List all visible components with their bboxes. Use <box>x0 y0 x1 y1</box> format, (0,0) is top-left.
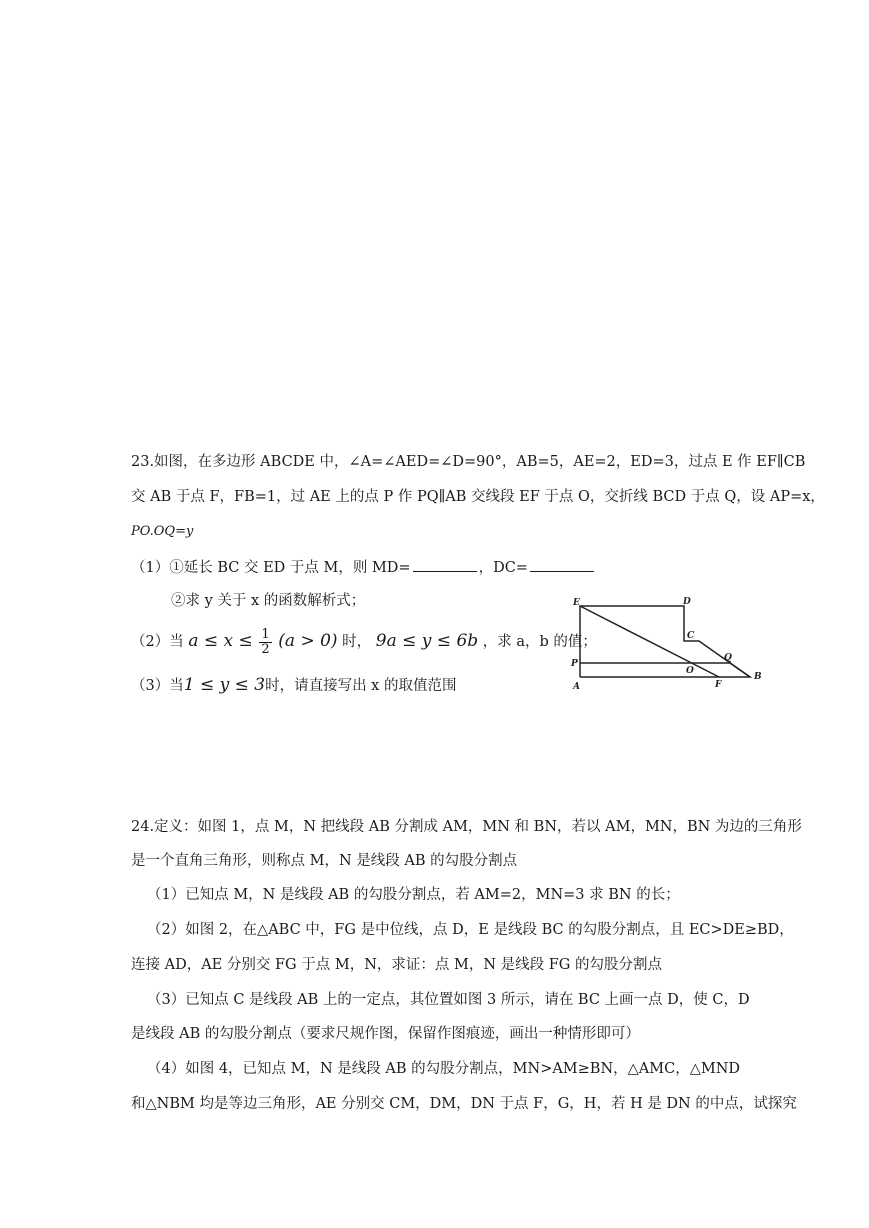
label-a: A <box>573 682 580 692</box>
q23-part1a <box>131 557 596 578</box>
label-o: O <box>686 666 694 676</box>
q24-line1: 24.定义：如图 1，点 M，N 把线段 AB 分割成 AM，MN 和 BN，若以 AM，MN，BN 为边的三角形 <box>131 819 802 835</box>
q23-part2-ineq1-left: a ≤ x ≤ <box>188 631 253 651</box>
md-answer-blank <box>413 557 477 572</box>
one-half-fraction <box>259 628 271 657</box>
segment-bq <box>730 663 750 677</box>
q23-part2 <box>131 624 597 659</box>
q24-part2b: 连接 AD，AE 分别交 FG 于点 M，N，求证：点 M，N 是线段 FG 的勾股分割点 <box>131 957 662 973</box>
fraction-denominator: 2 <box>261 641 270 657</box>
q23-line1: 23.如图，在多边形 ABCDE 中，∠A=∠AED=∠D=90°，AB=5，AE=2，ED=3，过点 E 作 EF∥CB <box>131 454 806 470</box>
q24-line2: 是一个直角三角形，则称点 M，N 是线段 AB 的勾股分割点 <box>131 853 518 869</box>
q24-part3a: （3）已知点 C 是线段 AB 上的一定点，其位置如图 3 所示，请在 BC 上画一点 D，使 C，D <box>147 992 750 1008</box>
q24-part4a: （4）如图 4，已知点 M，N 是线段 AB 的勾股分割点，MN>AM≥BN，△AMC，△MND <box>147 1061 741 1077</box>
fraction-numerator: 1 <box>261 626 270 642</box>
q23-part1b: ②求 y 关于 x 的函数解析式； <box>171 593 366 609</box>
label-p: P <box>571 659 578 669</box>
q24-part3b: 是线段 AB 的勾股分割点（要求尺规作图，保留作图痕迹，画出一种情形即可） <box>131 1026 640 1042</box>
label-e: E <box>573 598 580 608</box>
q23-part1a-mid: ，DC= <box>478 560 528 576</box>
polygon-outline <box>580 606 750 677</box>
q23-part2-suffix: ，求 a，b 的值； <box>482 634 597 650</box>
q23-part1a-prefix: （1）①延长 BC 交 ED 于点 M，则 MD= <box>131 560 411 576</box>
q24-part2a: （2）如图 2，在△ABC 中，FG 是中位线，点 D，E 是线段 BC 的勾股分割点，且 EC>DE≥BD， <box>147 922 794 938</box>
q23-part2-prefix: （2）当 <box>131 634 184 650</box>
dc-answer-blank <box>530 557 594 572</box>
q24-part4b: 和△NBM 均是等边三角形，AE 分别交 CM，DM，DN 于点 F，G，H，若 H 是 DN 的中点，试探究 <box>131 1096 797 1112</box>
label-b: B <box>754 672 762 682</box>
label-f: F <box>715 680 722 690</box>
label-c: C <box>687 631 695 641</box>
q23-part2-mid: 时， <box>342 634 372 650</box>
q23-part3-ineq: 1 ≤ y ≤ 3 <box>183 675 266 695</box>
q23-part2-ineq2: 9a ≤ y ≤ 6b <box>375 631 479 651</box>
q23-part3-suffix: 时，请直接写出 x 的取值范围 <box>265 678 457 694</box>
label-q: Q <box>724 653 732 663</box>
q23-line2: 交 AB 于点 F，FB=1，过 AE 上的点 P 作 PQ∥AB 交线段 EF 于点 O，交折线 BCD 于点 Q，设 AP=x， <box>131 489 825 505</box>
polygon-abcde-figure <box>562 595 772 695</box>
label-d: D <box>683 597 691 607</box>
q23-part2-ineq1-right: (a > 0) <box>278 631 338 651</box>
q23-part3 <box>131 675 456 696</box>
q23-line3: PO.OQ=y <box>131 524 194 539</box>
q24-part1: （1）已知点 M，N 是线段 AB 的勾股分割点，若 AM=2，MN=3 求 BN 的长； <box>147 887 680 903</box>
q23-part3-prefix: （3）当 <box>131 678 184 694</box>
